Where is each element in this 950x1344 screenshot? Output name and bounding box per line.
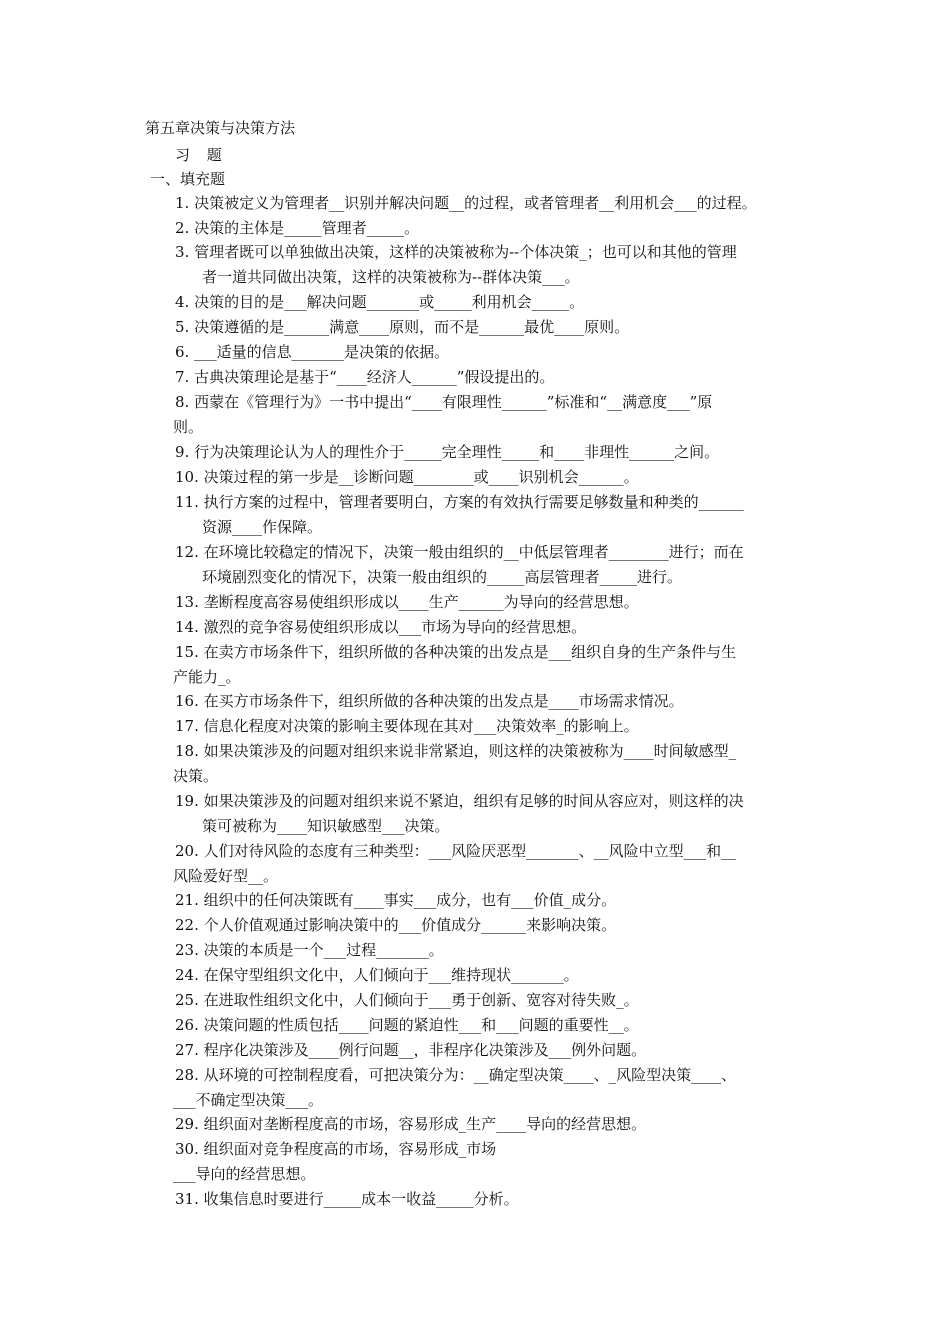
question-30: 30. 组织面对竞争程度高的市场，容易形成_市场 ___导向的经营思想。 bbox=[173, 1140, 497, 1183]
question-25: 25. 在进取性组织文化中，人们倾向于___勇于创新、宽容对待失败_。 bbox=[175, 991, 639, 1009]
question-23: 23. 决策的本质是一个___过程_______。 bbox=[175, 941, 444, 959]
question-1: 1. 决策被定义为管理者__识别并解决问题__的过程，或者管理者__利用机会___的过程。 bbox=[175, 194, 757, 212]
question-19: 19. 如果决策涉及的问题对组织来说不紧迫，组织有足够的时间从容应对，则这样的决 策可被称为____知识敏感型___决策。 bbox=[175, 792, 744, 835]
question-8: 8. 西蒙在《管理行为》一书中提出“____有限理性______”标准和“__满意度___”原 则。 bbox=[173, 393, 713, 436]
question-15: 15. 在卖方市场条件下，组织所做的各种决策的出发点是___组织自身的生产条件与生 产能力_。 bbox=[173, 643, 737, 686]
question-10: 10. 决策过程的第一步是__诊断问题________或____识别机会______。 bbox=[175, 468, 639, 486]
question-17: 17. 信息化程度对决策的影响主要体现在其对___决策效率_的影响上。 bbox=[175, 717, 639, 735]
question-18: 18. 如果决策涉及的问题对组织来说非常紧迫，则这样的决策被称为____时间敏感型_ 决策。 bbox=[173, 742, 737, 785]
question-4: 4. 决策的目的是___解决问题_______或_____利用机会_____。 bbox=[175, 293, 585, 311]
question-24: 24. 在保守型组织文化中，人们倾向于___维持现状_______。 bbox=[175, 966, 579, 984]
question-11: 11. 执行方案的过程中，管理者要明白，方案的有效执行需要足够数量和种类的______ 资源____作保障。 bbox=[175, 493, 744, 536]
question-31: 31. 收集信息时要进行_____成本一收益_____分析。 bbox=[175, 1190, 519, 1208]
question-16: 16. 在买方市场条件下，组织所做的各种决策的出发点是____市场需求情况。 bbox=[175, 692, 684, 710]
question-20: 20. 人们对待风险的态度有三种类型：___风险厌恶型_______、__风险中立型___和__ 风险爱好型__。 bbox=[173, 842, 737, 885]
question-28: 28. 从环境的可控制程度看，可把决策分为：__确定型决策____、_风险型决策____、 ___不确定型决策___。 bbox=[173, 1066, 737, 1109]
question-29: 29. 组织面对垄断程度高的市场，容易形成_生产____导向的经营思想。 bbox=[175, 1115, 647, 1133]
question-12: 12. 在环境比较稳定的情况下，决策一般由组织的__中低层管理者________进行；而在 环境剧烈变化的情况下，决策一般由组织的_____高层管理者_____进行。 bbox=[175, 543, 744, 586]
question-14: 14. 激烈的竞争容易使组织形成以___市场为导向的经营思想。 bbox=[175, 618, 587, 636]
question-22: 22. 个人价值观通过影响决策中的___价值成分______来影响决策。 bbox=[175, 916, 617, 934]
question-21: 21. 组织中的任何决策既有____事实___成分，也有___价值_成分。 bbox=[175, 891, 617, 909]
question-6: 6. ___适量的信息_______是决策的依据。 bbox=[175, 343, 450, 361]
question-13: 13. 垄断程度高容易使组织形成以____生产______为导向的经营思想。 bbox=[175, 593, 639, 611]
question-7: 7. 古典决策理论是基于“____经济人______”假设提出的。 bbox=[175, 368, 555, 386]
exercise-heading: 习 题 bbox=[175, 146, 228, 164]
question-27: 27. 程序化决策涉及____例行问题__，非程序化决策涉及___例外问题。 bbox=[175, 1041, 647, 1059]
question-26: 26. 决策问题的性质包括____问题的紧迫性___和___问题的重要性__。 bbox=[175, 1016, 639, 1034]
question-5: 5. 决策遵循的是______满意____原则，而不是______最优____原则。 bbox=[175, 318, 630, 336]
section-heading: 一、填充题 bbox=[150, 170, 226, 188]
chapter-title: 第五章决策与决策方法 bbox=[145, 119, 296, 137]
question-9: 9. 行为决策理论认为人的理性介于_____完全理性_____和____非理性______之间。 bbox=[175, 443, 720, 461]
question-2: 2. 决策的主体是_____管理者_____。 bbox=[175, 219, 420, 237]
question-3: 3. 管理者既可以单独做出决策，这样的决策被称为--个体决策_；也可以和其他的管理 者一道共同做出决策，这样的决策被称为--群体决策___。 bbox=[175, 243, 737, 286]
